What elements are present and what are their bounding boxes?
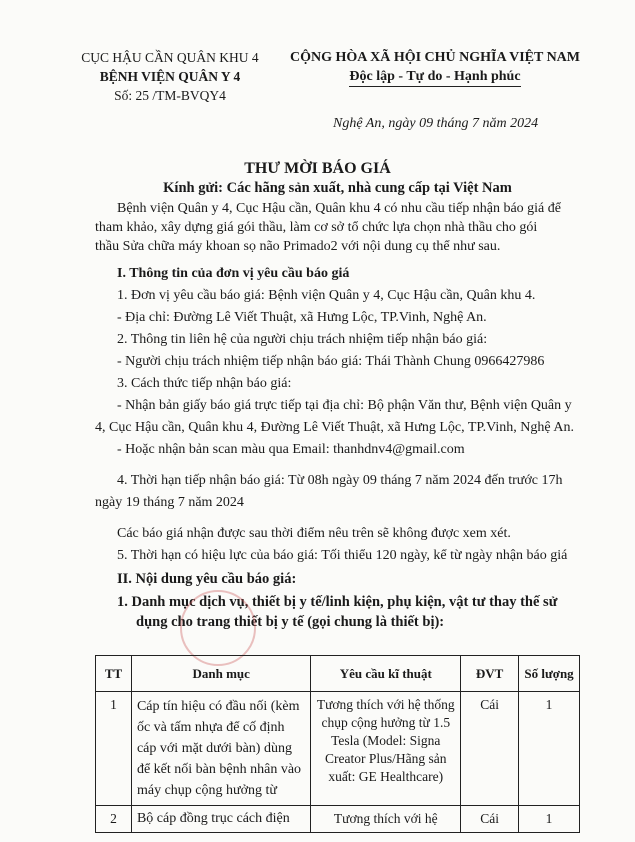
intro-line-1: Bệnh viện Quân y 4, Cục Hậu cần, Quân khu 4 có nhu cầu tiếp nhận báo giá để: [117, 201, 561, 216]
section-1-line: ngày 19 tháng 7 năm 2024: [95, 495, 244, 510]
cell-item: Bộ cáp đồng trục cách điện: [131, 806, 310, 833]
section-1-heading: I. Thông tin của đơn vị yêu cầu báo giá: [117, 266, 350, 281]
cell-spec: Tương thích với hệ thống chụp cộng hưởng từ 1.5 Tesla (Model: Signa Creator Plus/Hãng sản xuất: GE Healthcare): [311, 692, 461, 806]
col-header-tt: TT: [96, 656, 132, 692]
cell-tt: 2: [96, 806, 132, 833]
section-2-subheading: 1. Danh mục dịch vụ, thiết bị y tế/linh kiện, phụ kiện, vật tư thay thế sử: [117, 594, 558, 610]
col-header-item: Danh mục: [131, 656, 310, 692]
country-name: CỘNG HÒA XÃ HỘI CHỦ NGHĨA VIỆT NAM: [289, 50, 580, 65]
cell-tt: 1: [96, 692, 132, 806]
table-row: [96, 692, 580, 806]
cell-spec: Tương thích với hệ: [311, 806, 461, 833]
table-row: [96, 806, 580, 833]
section-1-line: - Địa chỉ: Đường Lê Viết Thuật, xã Hưng Lộc, TP.Vinh, Nghệ An.: [117, 310, 487, 325]
cell-qty: 1: [519, 806, 580, 833]
col-header-spec: Yêu cầu kĩ thuật: [311, 656, 461, 692]
recipient: Kính gửi: Các hãng sản xuất, nhà cung cấp tại Việt Nam: [163, 180, 512, 196]
section-1-line: - Hoặc nhận bản scan màu qua Email: thanhdnv4@gmail.com: [117, 442, 465, 457]
section-1-line: 2. Thông tin liên hệ của người chịu trách nhiệm tiếp nhận báo giá:: [117, 332, 488, 347]
intro-line-3: thầu Sửa chữa máy khoan sọ não Primado2 với nội dung cụ thể như sau.: [95, 239, 501, 254]
motto: Độc lập - Tự do - Hạnh phúc: [349, 67, 520, 87]
cell-qty: 1: [519, 692, 580, 806]
place-date: Nghệ An, ngày 09 tháng 7 năm 2024: [333, 116, 539, 131]
section-1-line: 3. Cách thức tiếp nhận báo giá:: [117, 376, 292, 391]
section-1: [95, 264, 574, 565]
section-1-line: 5. Thời hạn có hiệu lực của báo giá: Tối thiểu 120 ngày, kể từ ngày nhận báo giá: [117, 548, 568, 563]
section-2-subheading-cont: dụng cho trang thiết bị y tế (gọi chung là thiết bị):: [136, 614, 445, 630]
section-1-line: - Nhận bản giấy báo giá trực tiếp tại địa chỉ: Bộ phận Văn thư, Bệnh viện Quân y: [117, 398, 572, 413]
cell-unit: Cái: [461, 692, 519, 806]
section-1-line: 4. Thời hạn tiếp nhận báo giá: Từ 08h ngày 09 tháng 7 năm 2024 đến trước 17h: [117, 473, 563, 488]
org-line-1: CỤC HẬU CẦN QUÂN KHU 4: [81, 50, 259, 65]
table-header-row: [96, 656, 580, 692]
col-header-qty: Số lượng: [519, 656, 580, 692]
intro-line-2: tham khảo, xây dựng giá gói thầu, làm cơ sở tổ chức lựa chọn nhà thầu cho gói: [95, 220, 538, 235]
section-1-line: 1. Đơn vị yêu cầu báo giá: Bệnh viện Quân y 4, Cục Hậu cần, Quân khu 4.: [117, 288, 536, 303]
doc-number: Số: 25 /TM-BVQY4: [114, 88, 226, 103]
cell-unit: Cái: [461, 806, 519, 833]
page-title: THƯ MỜI BÁO GIÁ: [244, 160, 391, 177]
items-table: [95, 655, 580, 833]
cell-item: Cáp tín hiệu có đầu nối (kèm ốc và tấm nhựa để cố định cáp với mặt dưới bàn) dùng để kết nối bàn bệnh nhân vào máy chụp cộng hưởng từ: [131, 692, 310, 806]
col-header-unit: ĐVT: [461, 656, 519, 692]
section-1-line: 4, Cục Hậu cần, Quân khu 4, Đường Lê Viết Thuật, xã Hưng Lộc, TP.Vinh, Nghệ An.: [95, 420, 574, 435]
section-2-heading: II. Nội dung yêu cầu báo giá:: [117, 571, 297, 587]
org-line-2: BỆNH VIỆN QUÂN Y 4: [99, 69, 241, 84]
section-1-line: Các báo giá nhận được sau thời điểm nêu trên sẽ không được xem xét.: [117, 526, 511, 541]
section-1-line: - Người chịu trách nhiệm tiếp nhận báo giá: Thái Thành Chung 0966427986: [117, 354, 545, 369]
intro-paragraph: [95, 199, 561, 256]
